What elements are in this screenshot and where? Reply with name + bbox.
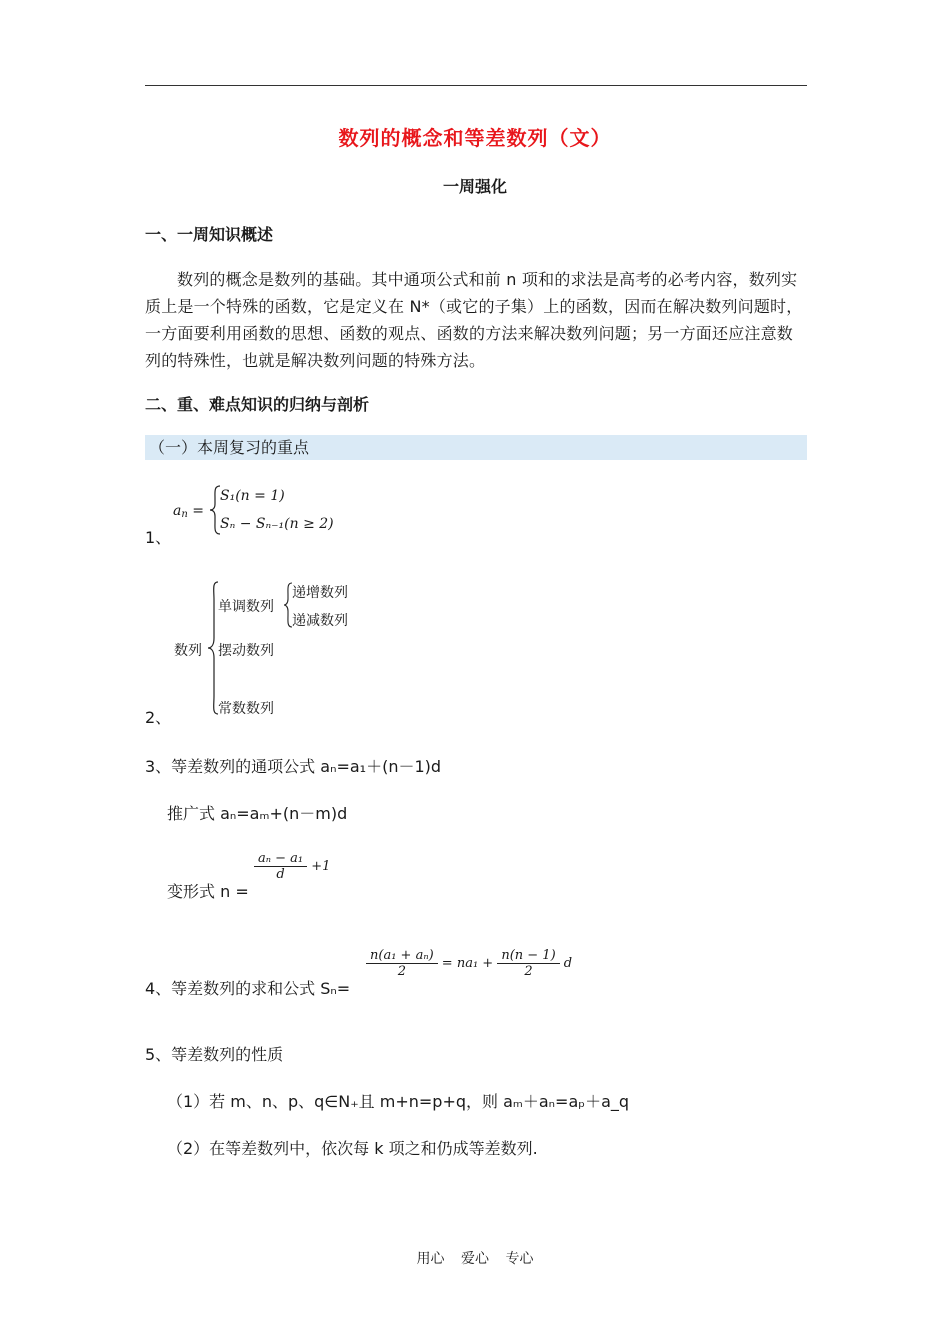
tree-root: 数列 bbox=[174, 643, 202, 659]
item3-frac bbox=[254, 851, 307, 882]
item2-number: 2、 bbox=[145, 708, 172, 727]
item4-frac1-num: n(a₁ + aₙ) bbox=[366, 948, 438, 964]
item1-equals: = bbox=[192, 503, 204, 519]
item3-frac-den: d bbox=[276, 867, 285, 882]
item3-line2: 推广式 aₙ=aₘ+(n－m)d bbox=[167, 804, 348, 823]
item1-lhs-sub: n bbox=[181, 509, 188, 520]
document-subtitle: 一周强化 bbox=[442, 177, 507, 196]
item4-frac2 bbox=[497, 948, 559, 979]
item4-prefix: 4、等差数列的求和公式 Sₙ= bbox=[145, 979, 351, 998]
tree-swing: 摆动数列 bbox=[218, 643, 274, 659]
page-footer: 用心 爱心 专心 bbox=[416, 1251, 534, 1267]
document-title: 数列的概念和等差数列（文） bbox=[338, 126, 612, 150]
section1-paragraph: 数列的概念是数列的基础。其中通项公式和前 n 项和的求法是高考的必考内容，数列实质上是一个特殊的函数，它是定义在 N*（或它的子集）上的函数，因而在解决数列问题时，一方面要利用函数的思想、函数的观点、函数的方法来解决数列问题；另一方面还应注意数列的特殊性，也就是解决数列问题的特殊方法。 bbox=[145, 270, 803, 370]
item1-lhs bbox=[173, 503, 204, 520]
item3-line3-prefix: 变形式 n = bbox=[167, 882, 249, 901]
item3-fraction bbox=[254, 851, 330, 882]
tree-constant: 常数数列 bbox=[218, 701, 274, 717]
item5-property1: （1）若 m、n、p、q∈N₊且 m+n=p+q，则 aₘ＋aₙ=aₚ＋a_q bbox=[167, 1092, 630, 1111]
item3-frac-tail: +1 bbox=[311, 859, 331, 874]
item1-number: 1、 bbox=[145, 528, 172, 547]
section2-heading: 二、重、难点知识的归纳与剖析 bbox=[145, 395, 370, 414]
tree-increasing: 递增数列 bbox=[292, 585, 348, 601]
item1-case2: Sₙ − Sₙ₋₁(n ≥ 2) bbox=[220, 516, 334, 532]
item4-frac2-num: n(n − 1) bbox=[497, 948, 559, 964]
highlight-band: （一）本周复习的重点 bbox=[145, 435, 807, 460]
item3-frac-num: aₙ − a₁ bbox=[254, 851, 307, 867]
item4-frac1-den: 2 bbox=[397, 964, 406, 979]
item5-property2: （2）在等差数列中，依次每 k 项之和仍成等差数列. bbox=[167, 1139, 538, 1158]
item4-tail: d bbox=[563, 956, 573, 971]
item5-heading: 5、等差数列的性质 bbox=[145, 1045, 284, 1064]
item3-line1: 3、等差数列的通项公式 aₙ=a₁＋(n－1)d bbox=[145, 757, 442, 776]
item4-mid: = na₁ + bbox=[441, 956, 494, 971]
tree-mono: 单调数列 bbox=[218, 599, 274, 615]
tree-decreasing: 递减数列 bbox=[292, 613, 348, 629]
item4-frac2-den: 2 bbox=[524, 964, 533, 979]
item4-formula bbox=[366, 948, 572, 979]
item1-case1: S₁(n = 1) bbox=[220, 488, 285, 504]
section1-heading: 一、一周知识概述 bbox=[145, 225, 274, 244]
header-rule bbox=[145, 85, 807, 86]
item4-frac1 bbox=[366, 948, 438, 979]
item1-lhs-a: a bbox=[173, 503, 182, 519]
